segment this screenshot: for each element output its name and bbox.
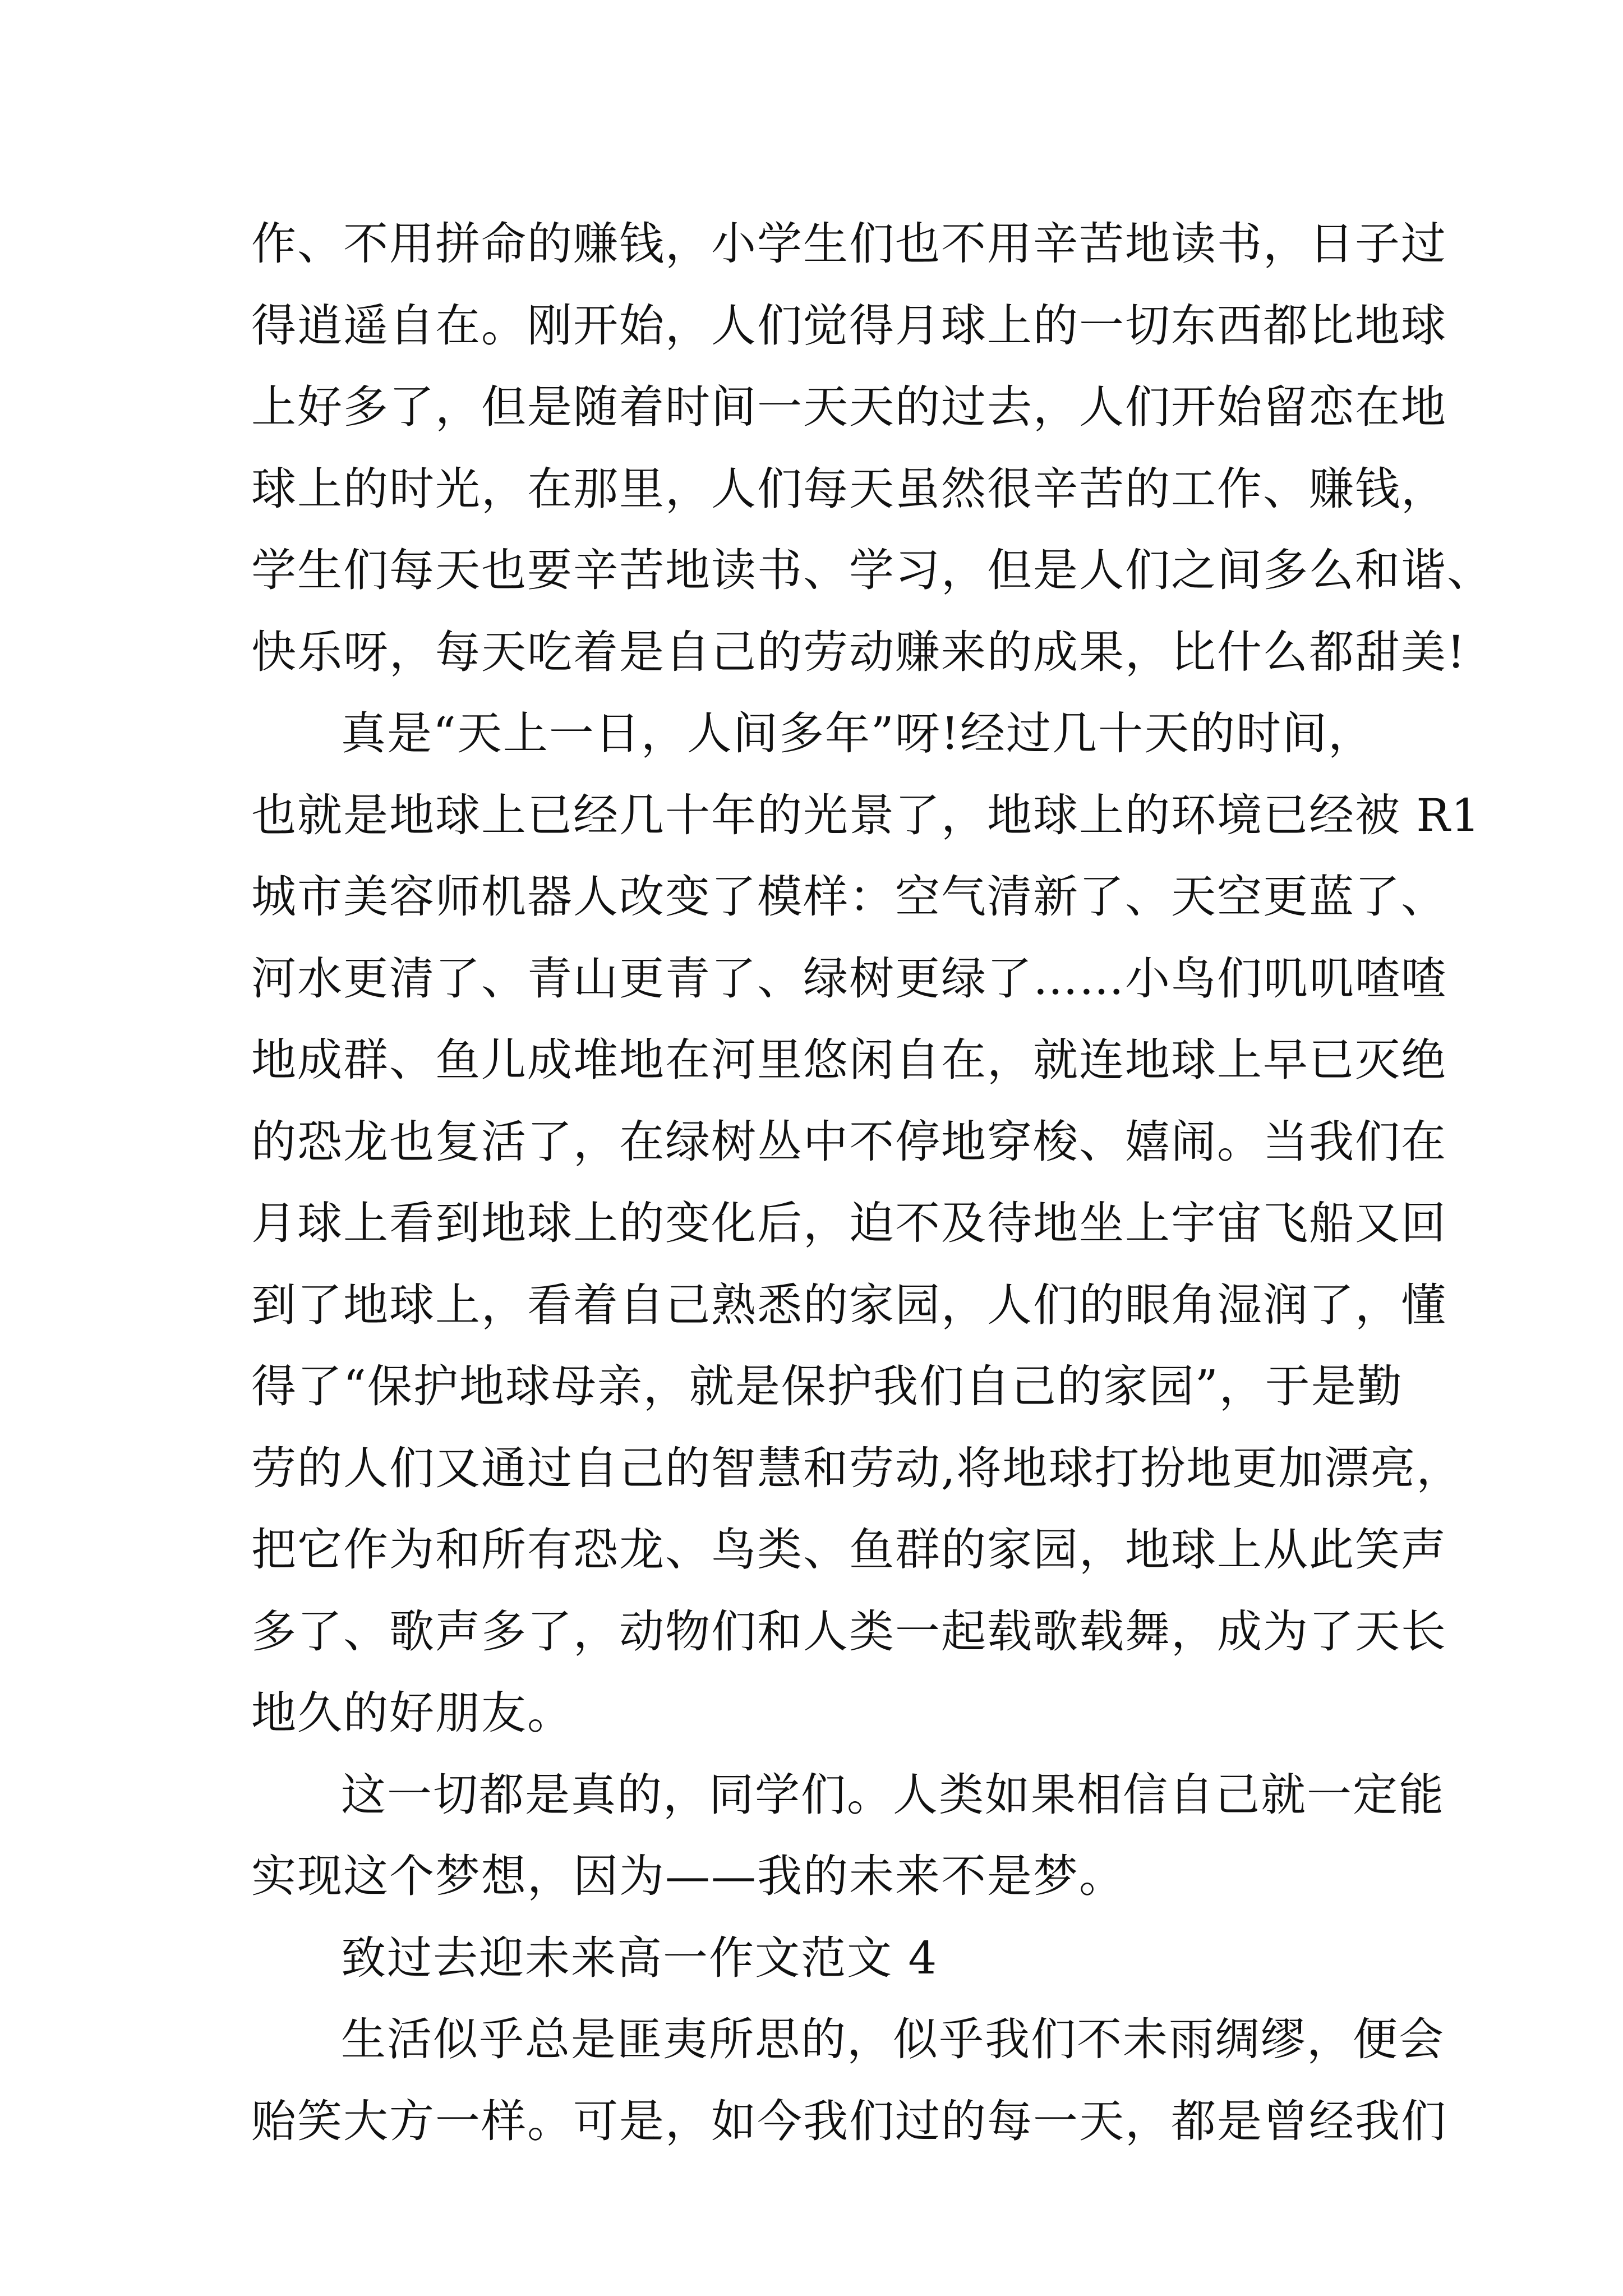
paragraph-start-line: 这一切都是真的，同学们。人类如果相信自己就一定能	[341, 1768, 1445, 1821]
text-line: 到了地球上，看着自己熟悉的家园，人们的眼角湿润了，懂	[251, 1278, 1447, 1331]
text-line: 作、不用拼命的赚钱，小学生们也不用辛苦地读书，日子过	[251, 218, 1447, 270]
text-line: 城市美容师机器人改变了模样：空气清新了、天空更蓝了、	[251, 871, 1447, 923]
text-line: 地久的好朋友。	[251, 1687, 573, 1739]
text-line: 地成群、鱼儿成堆地在河里悠闲自在，就连地球上早已灭绝	[251, 1034, 1447, 1086]
text-line: 多了、歌声多了，动物们和人类一起载歌载舞，成为了天长	[251, 1605, 1447, 1658]
article-body	[251, 203, 1493, 2162]
text-line: 月球上看到地球上的变化后，迫不及待地坐上宇宙飞船又回	[251, 1197, 1447, 1249]
text-line: 贻笑大方一样。可是，如今我们过的每一天，都是曾经我们	[251, 2095, 1447, 2147]
text-line: 学生们每天也要辛苦地读书、学习，但是人们之间多么和谐、	[251, 544, 1493, 596]
text-line: 也就是地球上已经几十年的光景了，地球上的环境已经被 R1	[251, 789, 1481, 841]
text-line: 劳的人们又通过自己的智慧和劳动,将地球打扮地更加漂亮，	[251, 1442, 1463, 1494]
text-line: 上好多了，但是随着时间一天天的过去，人们开始留恋在地	[251, 381, 1447, 433]
text-line: 球上的时光，在那里，人们每天虽然很辛苦的工作、赚钱，	[251, 462, 1447, 515]
paragraph-start-line: 生活似乎总是匪夷所思的，似乎我们不未雨绸缪，便会	[341, 2013, 1445, 2065]
text-line: 河水更清了、青山更青了、绿树更绿了……小鸟们叽叽喳喳	[251, 952, 1447, 1005]
text-line: 实现这个梦想，因为——我的未来不是梦。	[251, 1850, 1125, 1902]
text-line: 快乐呀，每天吃着是自己的劳动赚来的成果，比什么都甜美!	[251, 625, 1467, 678]
text-line: 得逍遥自在。刚开始，人们觉得月球上的一切东西都比地球	[251, 299, 1447, 352]
text-line: 的恐龙也复活了，在绿树丛中不停地穿梭、嬉闹。当我们在	[251, 1115, 1447, 1168]
text-line: 得了“保护地球母亲，就是保护我们自己的家园”，于是勤	[251, 1360, 1403, 1412]
paragraph-start-line: 真是“天上一日，人间多年”呀!经过几十天的时间，	[341, 707, 1374, 760]
text-line: 把它作为和所有恐龙、鸟类、鱼群的家园，地球上从此笑声	[251, 1524, 1447, 1576]
section-heading: 致过去迎未来高一作文范文 4	[341, 1931, 938, 1984]
